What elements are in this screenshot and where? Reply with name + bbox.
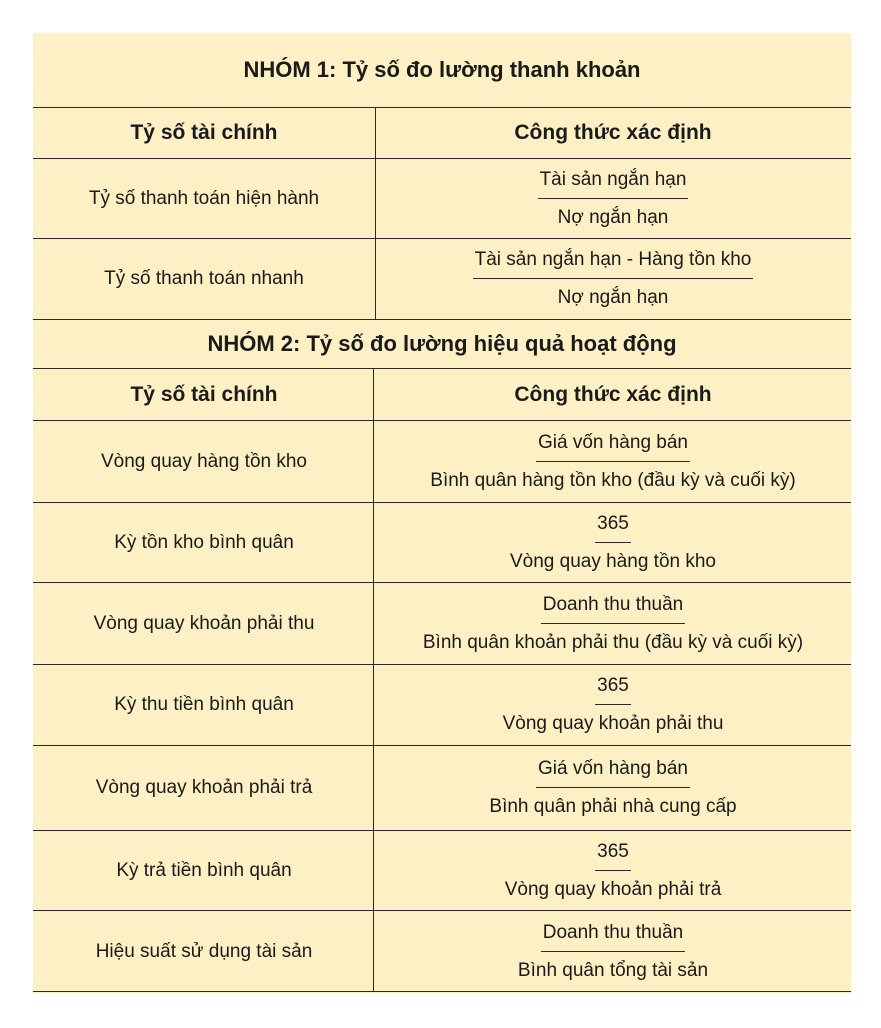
formula-numerator: Tài sản ngắn hạn — [538, 169, 689, 199]
ratio-name: Tỷ số thanh toán hiện hành — [88, 187, 320, 209]
formula-fraction — [505, 841, 722, 901]
column-divider — [375, 108, 376, 319]
group2-title-text: NHÓM 2: Tỷ số đo lường hiệu quả hoạt động — [207, 331, 677, 356]
formula-numerator: Doanh thu thuần — [541, 594, 686, 624]
divider — [33, 991, 851, 992]
formula-numerator: Giá vốn hàng bán — [536, 758, 690, 788]
column-divider — [373, 369, 374, 991]
formula-denominator: Bình quân phải nhà cung cấp — [489, 796, 737, 817]
formula-numerator: Giá vốn hàng bán — [536, 432, 690, 462]
formula-numerator: 365 — [595, 841, 631, 871]
formula-fraction — [518, 922, 708, 982]
ratio-name: Tỷ số thanh toán nhanh — [104, 268, 304, 289]
formula-numerator: Doanh thu thuần — [541, 922, 686, 952]
ratio-name: Kỳ trả tiền bình quân — [116, 859, 292, 881]
formula-denominator: Nợ ngắn hạn — [557, 206, 669, 228]
header-formula: Công thức xác định — [514, 382, 712, 406]
formula-denominator: Vòng quay khoản phải trả — [504, 878, 722, 900]
table-row — [33, 503, 851, 582]
table-row — [33, 159, 851, 238]
table-row — [33, 911, 851, 992]
table-row — [33, 831, 851, 910]
formula-fraction — [503, 675, 724, 735]
formula-denominator: Nợ ngắn hạn — [557, 287, 669, 308]
group1-header — [33, 108, 851, 158]
formula-denominator: Bình quân tổng tài sản — [517, 959, 709, 981]
header-ratio: Tỷ số tài chính — [130, 382, 278, 406]
table-row — [33, 746, 851, 830]
header-ratio: Tỷ số tài chính — [130, 121, 278, 144]
group2-title — [33, 320, 851, 368]
ratio-name: Vòng quay hàng tồn kho — [100, 450, 307, 472]
ratio-name: Vòng quay khoản phải trả — [95, 777, 313, 798]
formula-numerator: 365 — [595, 675, 631, 705]
ratio-name: Vòng quay khoản phải thu — [93, 612, 315, 634]
formula-numerator: 365 — [595, 513, 631, 543]
table-row — [33, 665, 851, 745]
formula-fraction — [538, 169, 689, 229]
formula-fraction — [423, 594, 803, 654]
ratio-table — [33, 33, 851, 993]
formula-fraction — [430, 432, 795, 492]
ratio-name: Hiệu suất sử dụng tài sản — [95, 940, 313, 962]
formula-denominator: Bình quân khoản phải thu (đầu kỳ và cuối kỳ) — [422, 631, 804, 653]
group2-header — [33, 369, 851, 420]
formula-denominator: Bình quân hàng tồn kho (đầu kỳ và cuối kỳ) — [430, 469, 796, 491]
group1-title — [33, 33, 851, 107]
ratio-name: Kỳ tồn kho bình quân — [114, 531, 294, 553]
header-formula: Công thức xác định — [514, 121, 712, 144]
formula-numerator: Tài sản ngắn hạn - Hàng tồn kho — [473, 249, 754, 279]
group1-title-text: NHÓM 1: Tỷ số đo lường thanh khoản — [243, 57, 641, 82]
table-row — [33, 583, 851, 664]
table-row — [33, 421, 851, 502]
table-row — [33, 239, 851, 319]
formula-fraction — [510, 513, 716, 573]
formula-fraction — [489, 758, 736, 818]
formula-fraction — [473, 249, 754, 309]
ratio-name: Kỳ thu tiền bình quân — [114, 694, 294, 715]
formula-denominator: Vòng quay hàng tồn kho — [509, 550, 716, 572]
formula-denominator: Vòng quay khoản phải thu — [502, 713, 724, 734]
